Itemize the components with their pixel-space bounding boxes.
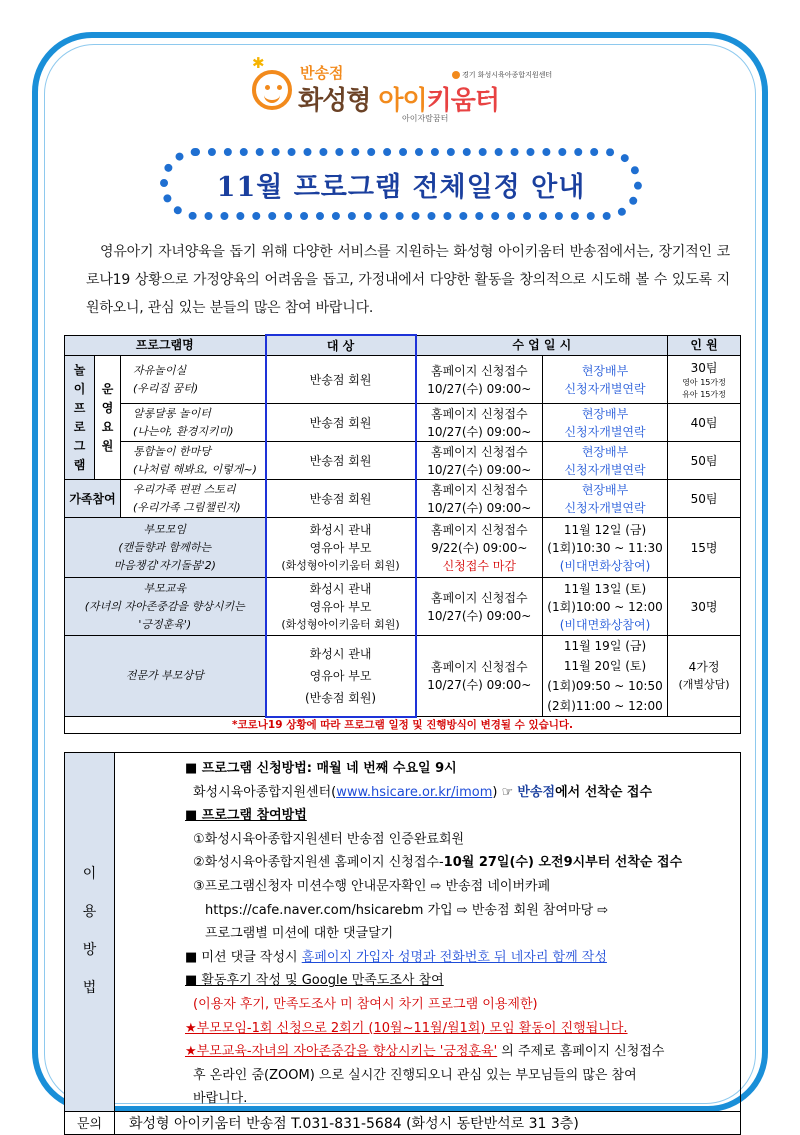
program-name: 통합놀이 한마당 (나처럼 해봐요, 이렇게~) [121,442,266,480]
target: 화성시 관내 영유아 부모 (반송점 회원) [266,636,416,717]
date: 현장배부 신청자개별연락 [543,404,668,442]
title-box [160,148,642,220]
usage-line: ①화성시육아종합지원센터 반송점 인증완료회원 [193,831,465,847]
people: 40팀 [668,404,741,442]
usage-table [64,752,741,1135]
usage-line: ★부모모임-1회 신청으로 2회기 (10월~11월/월1회) 모임 활동이 진행됩니다. [185,1020,628,1036]
apply: 홈페이지 신청접수 9/22(수) 09:00~ 신청접수 마감 [416,518,543,578]
date: 현장배부 신청자개별연락 [543,442,668,480]
group-label: 가족참여 [65,480,121,518]
people: 15명 [668,518,741,578]
people: 30팀 영아 15가정 유아 15가정 [668,356,741,404]
people: 50팀 [668,480,741,518]
people: 50팀 [668,442,741,480]
table-note-row [65,717,741,734]
target: 반송점 회원 [266,442,416,480]
logo-name: 화성형 아이키움터 [298,86,499,116]
usage-line: ★부모교육-자녀의 자아존중감을 향상시키는 '긍정훈육' 의 주제로 홈페이지 신청접수 [185,1044,665,1060]
date: 11월 13일 (토) (1회)10:00 ~ 12:00 (비대면화상참여) [543,578,668,636]
logo-branch: 반송점 [300,64,344,82]
table-row [65,578,741,636]
target: 반송점 회원 [266,356,416,404]
col-target: 대 상 [266,335,416,356]
usage-line: 프로그램별 미션에 대한 댓글달기 [205,926,394,942]
target: 화성시 관내 영유아 부모 (화성형아이키움터 회원) [266,578,416,636]
program-name: 자유놀이실 (우리집 꿈터) [121,356,266,404]
program-name: 우리가족 편편 스토리 (우리가족 그림챌린지) [121,480,266,518]
logo [252,56,562,128]
usage-line: 화성시육아종합지원센터(www.hsicare.or.kr/imom) ☞ 반송점에서 선착순 접수 [193,784,653,800]
intro-text: 영유아기 자녀양육을 돕기 위해 다양한 서비스를 지원하는 화성형 아이키움터 반송점에서는, 장기적인 코로나19 상황으로 가정양육의 어려움을 돕고, 가정내에서 다양한 활동을 창의적으로 시도해 볼 수 있도록 지원하오니, 관심 있는 분들의 많은 참여 바랍니다. [86,244,730,316]
smile-face-icon [252,70,292,110]
table-row [65,518,741,578]
date: 현장배부 신청자개별연락 [543,356,668,404]
usage-line: ■ 프로그램 참여방법 [185,808,307,824]
table-row [65,480,741,518]
date: 현장배부 신청자개별연락 [543,480,668,518]
apply: 홈페이지 신청접수 10/27(수) 09:00~ [416,356,543,404]
logo-tagline: 아이자람꿈터 [402,114,449,123]
contact-label: 문의 [65,1111,115,1134]
date: 11월 12일 (금) (1회)10:30 ~ 11:30 (비대면화상참여) [543,518,668,578]
usage-label: 이 용 방 법 [65,753,115,1112]
page-title: 11월 프로그램 전체일정 안내 [216,171,586,203]
usage-line: 바랍니다. [193,1091,248,1107]
people: 30명 [668,578,741,636]
usage-line: https://cafe.naver.com/hsicarebm 가입 ⇨ 반송점 회원 참여마당 ⇨ [205,902,609,918]
star-icon: ✱ [252,54,265,72]
table-header-row [65,335,741,356]
apply: 홈페이지 신청접수 10/27(수) 09:00~ [416,480,543,518]
people: 4가정 (개별상담) [668,636,741,717]
apply: 홈페이지 신청접수 10/27(수) 09:00~ [416,404,543,442]
col-people: 인 원 [668,335,741,356]
contact-info: 화성형 아이키움터 반송점 T.031-831-5684 (화성시 동탄반석로 31 3층) [115,1111,741,1134]
table-row [65,404,741,442]
program-name: 알롱달롱 놀이터 (나는야, 환경지키미) [121,404,266,442]
apply: 홈페이지 신청접수 10/27(수) 09:00~ [416,636,543,717]
table-note: *코로나19 상황에 따라 프로그램 일정 및 진행방식이 변경될 수 있습니다. [65,717,741,734]
target: 반송점 회원 [266,480,416,518]
group-label: 운 영 요 원 [95,356,121,480]
table-row [65,356,741,404]
table-row [65,636,741,717]
usage-line: ■ 미션 댓글 작성시 홈페이지 가입자 성명과 전화번호 뒤 네자리 함께 작성 [185,949,607,965]
date: 11월 19일 (금) 11월 20일 (토) (1회)09:50 ~ 10:50 (2회)11:00 ~ 12:00 [543,636,668,717]
table-row [65,442,741,480]
usage-line: ③프로그램신청자 미션수행 안내문자확인 ⇨ 반송점 네이버카페 [193,878,551,894]
program-name: 부모모임 (캔들향과 함께하는 마음챙김'자기돌봄'2) [65,518,266,578]
usage-line: ■ 프로그램 신청방법: 매월 네 번째 수요일 9시 [185,761,457,776]
program-name: 부모교육 (자녀의 자아존중감을 향상시키는 '긍정훈육') [65,578,266,636]
apply: 홈페이지 신청접수 10/27(수) 09:00~ [416,578,543,636]
usage-body [115,753,741,1112]
group-label: 놀 이 프 로 그 램 [65,356,95,480]
schedule-table [64,334,741,734]
col-program: 프로그램명 [65,335,266,356]
program-name: 전문가 부모상담 [65,636,266,717]
center-logo-icon [452,71,460,79]
apply: 홈페이지 신청접수 10/27(수) 09:00~ [416,442,543,480]
usage-line: ■ 활동후기 작성 및 Google 만족도조사 참여 [185,973,444,989]
usage-line: 후 온라인 줌(ZOOM) 으로 실시간 진행되오니 관심 있는 부모님들의 많은 참여 [193,1067,637,1083]
usage-line: ②화성시육아종합지원센 홈페이지 신청접수-10월 27일(수) 오전9시부터 선착순 접수 [193,855,683,871]
col-time: 수 업 일 시 [416,335,668,356]
usage-line: (이용자 후기, 만족도조사 미 참여시 차기 프로그램 이용제한) [193,996,538,1012]
target: 화성시 관내 영유아 부모 (화성형아이키움터 회원) [266,518,416,578]
center-logo: 경기 화성시육아종합지원센터 [452,70,552,80]
hsicare-link[interactable]: www.hsicare.or.kr/imom [336,784,493,800]
target: 반송점 회원 [266,404,416,442]
